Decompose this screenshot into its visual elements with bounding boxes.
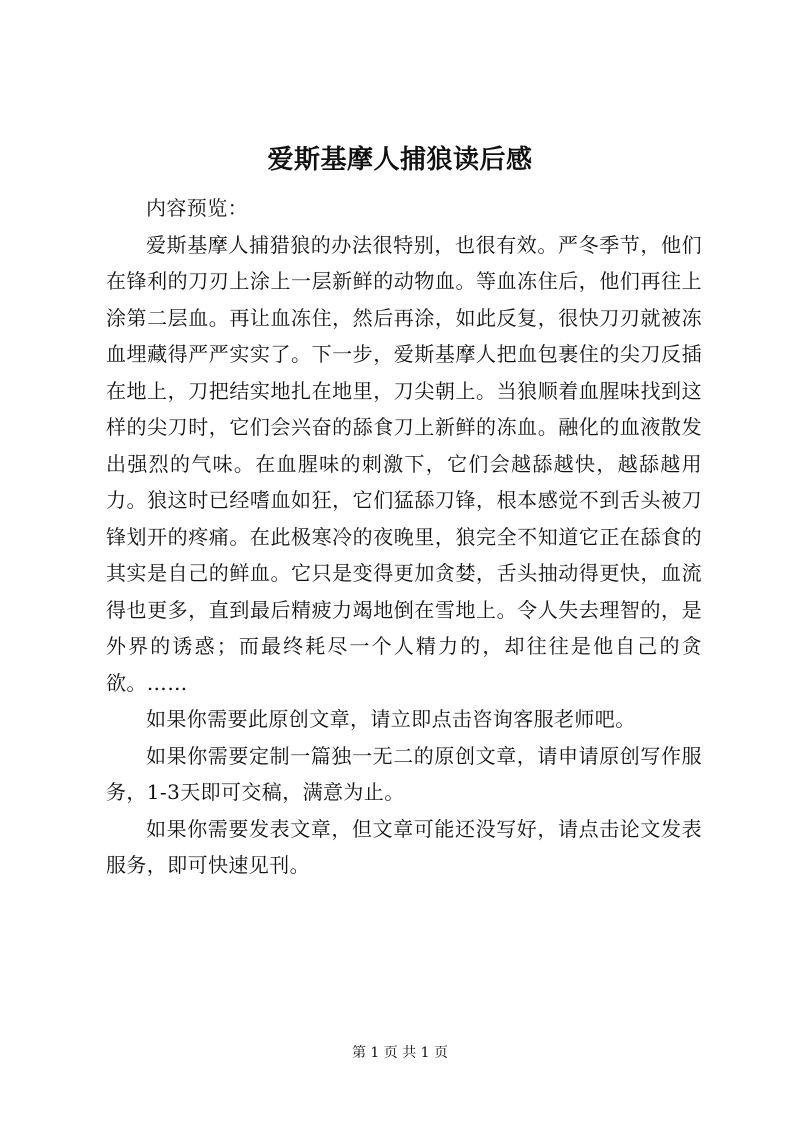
page-footer: 第 1 页 共 1 页 — [351, 1045, 449, 1061]
paragraph-publishing-note: 如果你需要发表文章，但文章可能还没写好，请点击论文发表服务，即可快速见刊。 — [106, 816, 702, 877]
paragraph-consult-note: 如果你需要此原创文章，请立即点击咨询客服老师吧。 — [146, 707, 636, 731]
paragraph-custom-writing-note: 如果你需要定制一篇独一无二的原创文章，请申请原创写作服务，1-3天即可交稿，满意为止。 — [106, 743, 702, 804]
document-body — [106, 190, 702, 884]
document-title: 爱斯基摩人捕狼读后感 — [267, 145, 533, 175]
preview-label: 内容预览： — [146, 196, 248, 220]
paragraph-story: 爱斯基摩人捕猎狼的办法很特别，也很有效。严冬季节，他们在锋利的刀刃上涂上一层新鲜的动物血。等血冻住后，他们再往上涂第二层血。再让血冻住，然后再涂，如此反复，很快刀刃就被冻血埋藏得严严实实了。下一步，爱斯基摩人把血包裹住的尖刀反插在地上，刀把结实地扎在地里，刀尖朝上。当狼顺着血腥味找到这样的尖刀时，它们会兴奋的舔食刀上新鲜的冻血。融化的血液散发出强烈的气味。在血腥味的刺激下，它们会越舔越快，越舔越用力。狼这时已经嗜血如狂，它们猛舔刀锋，根本感觉不到舌头被刀锋划开的疼痛。在此极寒冷的夜晚里，狼完全不知道它正在舔食的其实是自己的鲜血。它只是变得更加贪婪，舌头抽动得更快，血流得也更多，直到最后精疲力竭地倒在雪地上。令人失去理智的，是外界的诱惑；而最终耗尽一个人精力的，却往往是他自己的贪欲。…… — [106, 232, 702, 695]
